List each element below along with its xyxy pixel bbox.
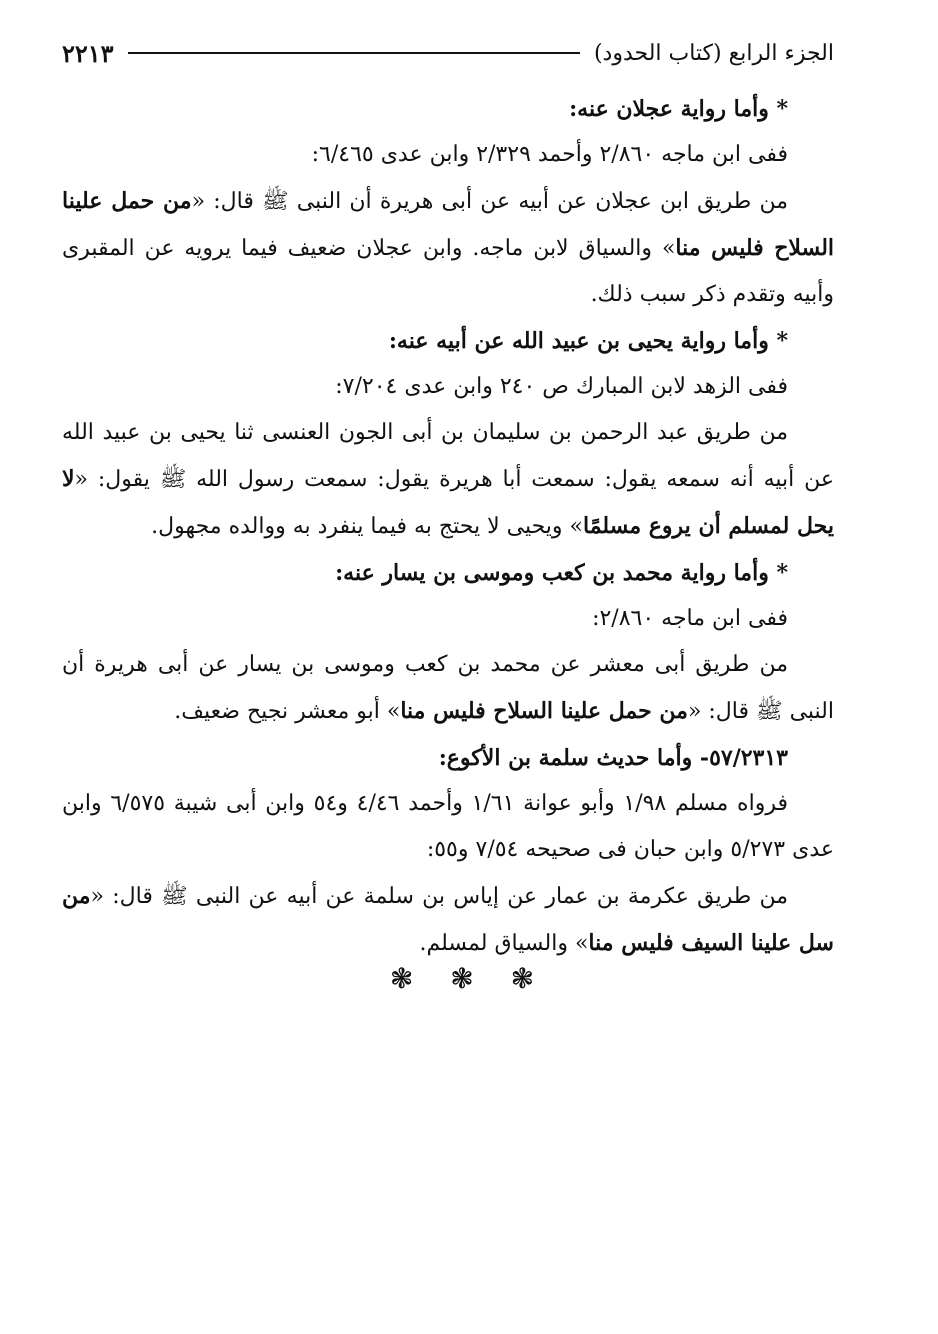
narration-text: من طريق عبد الرحمن بن سليمان بن أبى الجون العنسى ثنا يحيى بن عبيد الله عن أبيه أنه سمعه يقول: سمعت أبا هريرة يقول: سمعت رسول الله ﷺ يقول: « bbox=[62, 420, 834, 492]
hadith-paragraph bbox=[62, 642, 834, 735]
page-header bbox=[62, 36, 834, 70]
narration-text: » والسياق لابن ماجه. وابن عجلان ضعيف فيما يرويه عن المقبرى وأبيه وتقدم ذكر سبب ذلك. bbox=[62, 236, 834, 307]
narration-text: من طريق أبى معشر عن محمد بن كعب وموسى بن يسار عن أبى هريرة أن النبى ﷺ قال: « bbox=[62, 652, 834, 724]
section-end-ornament: ❃ ❃ ❃ bbox=[389, 962, 549, 995]
source-citation: ففى ابن ماجه ٢/٨٦٠: bbox=[592, 606, 788, 631]
narration-text: » أبو معشر نجيح ضعيف. bbox=[174, 699, 401, 724]
hadith-paragraph bbox=[62, 178, 834, 318]
source-citation: فرواه مسلم ١/٩٨ وأبو عوانة ١/٦١ وأحمد ٤/٤٦ و٥٤ وابن أبى شيبة ٦/٥٧٥ وابن عدى ٥/٢٧٣ وابن حبان فى صحيحه ٧/٥٤ و٥٥: bbox=[62, 791, 834, 862]
section-heading-salama: ٥٧/٢٣١٣- وأما حديث سلمة بن الأكوع: bbox=[438, 745, 788, 771]
hadith-quote: من حمل علينا السلاح فليس منا bbox=[400, 698, 688, 724]
header-rule bbox=[128, 52, 580, 54]
section-heading-yahya: * وأما رواية يحيى بن عبيد الله عن أبيه عنه: bbox=[388, 328, 788, 354]
section-heading-ajlan: * وأما رواية عجلان عنه: bbox=[569, 96, 788, 122]
hadith-quote: من سل علينا السيف فليس منا bbox=[62, 883, 834, 956]
narration-text: » والسياق لمسلم. bbox=[419, 931, 589, 956]
source-citation: ففى ابن ماجه ٢/٨٦٠ وأحمد ٢/٣٢٩ وابن عدى ٦/٤٦٥: bbox=[311, 142, 788, 167]
running-title: الجزء الرابع (كتاب الحدود) bbox=[593, 40, 834, 66]
narration-text: » ويحيى لا يحتج به فيما ينفرد به ووالده مجهول. bbox=[151, 514, 583, 539]
page-body bbox=[62, 86, 834, 967]
hadith-quote: من حمل علينا السلاح فليس منا bbox=[62, 188, 835, 261]
hadith-quote: لا يحل لمسلم أن يروع مسلمًا bbox=[62, 466, 834, 539]
hadith-paragraph bbox=[62, 873, 834, 967]
section-heading-kaab: * وأما رواية محمد بن كعب وموسى بن يسار عنه: bbox=[335, 560, 788, 586]
source-citation: ففى الزهد لابن المبارك ص ٢٤٠ وابن عدى ٧/٢٠٤: bbox=[335, 374, 788, 399]
narration-text: من طريق ابن عجلان عن أبيه عن أبى هريرة أن النبى ﷺ قال: « bbox=[191, 189, 788, 214]
page-number: ٢٢١٣ bbox=[62, 38, 114, 68]
hadith-paragraph bbox=[62, 410, 834, 550]
narration-text: من طريق عكرمة بن عمار عن إياس بن سلمة عن أبيه عن النبى ﷺ قال: « bbox=[90, 884, 788, 909]
